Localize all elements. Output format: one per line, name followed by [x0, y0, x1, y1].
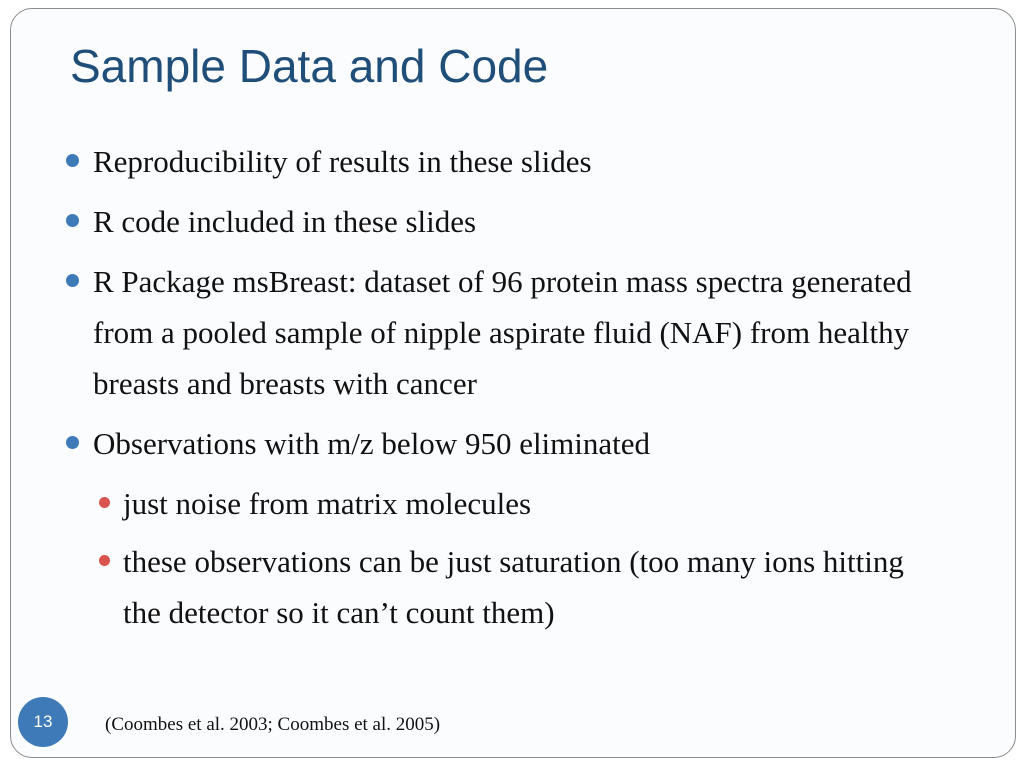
- citation: (Coombes et al. 2003; Coombes et al. 2005): [105, 714, 441, 735]
- bullet-item: [62, 196, 942, 247]
- bullet-text: Observations with m/z below 950 eliminated: [93, 426, 651, 461]
- bullet-dot-icon: [66, 274, 79, 287]
- bullet-dot-icon: [66, 436, 79, 449]
- bullet-text: R Package msBreast: dataset of 96 protein mass spectra generated from a pooled sample of nipple aspirate fluid (NAF) from healthy breasts and breasts with cancer: [93, 264, 912, 401]
- bullet-text: Reproducibility of results in these slides: [93, 144, 592, 179]
- sub-bullet-item: [93, 536, 942, 638]
- bullet-item: [62, 136, 942, 187]
- sub-bullet-text: just noise from matrix molecules: [123, 486, 532, 521]
- sub-bullet-dot-icon: [99, 497, 110, 508]
- bullet-dot-icon: [66, 214, 79, 227]
- bullet-dot-icon: [66, 154, 79, 167]
- bullet-item: [62, 418, 942, 469]
- sub-bullet-item: [93, 478, 942, 529]
- sub-bullet-text: these observations can be just saturation (too many ions hitting the detector so it can’t count them): [123, 544, 904, 630]
- page-number: 13: [33, 712, 53, 731]
- bullet-text: R code included in these slides: [93, 204, 477, 239]
- page-number-badge: [18, 697, 68, 747]
- bullet-item: [62, 256, 942, 409]
- bullet-list: [62, 136, 942, 645]
- sub-bullet-dot-icon: [99, 555, 110, 566]
- slide-title: Sample Data and Code: [70, 40, 549, 92]
